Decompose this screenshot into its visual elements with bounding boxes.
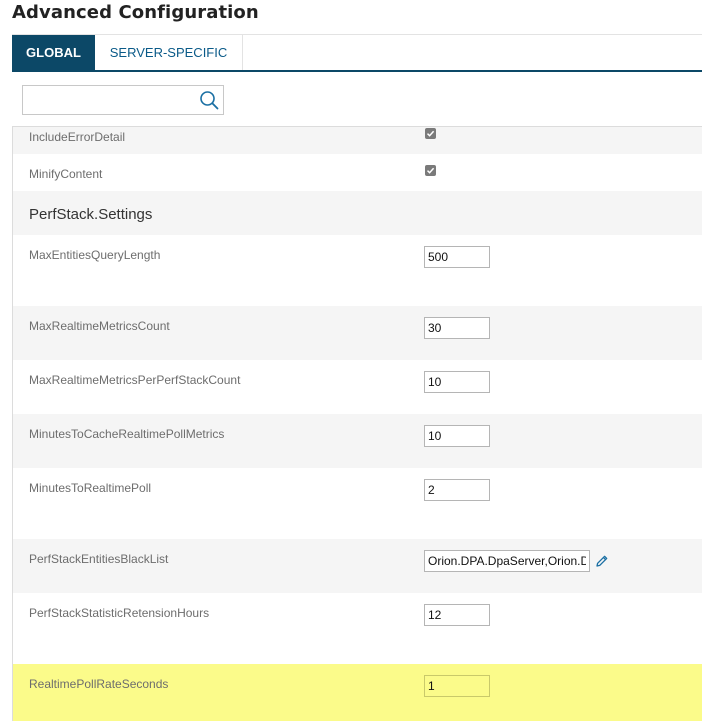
setting-row [13,235,702,306]
setting-label: MinutesToCacheRealtimePollMetrics [29,427,225,441]
page-title: Advanced Configuration [12,2,259,23]
perfstack-statistic-retension-hours-input[interactable] [424,604,490,626]
setting-label: MaxRealtimeMetricsPerPerfStackCount [29,373,241,387]
setting-row [13,306,702,360]
setting-label: RealtimePollRateSeconds [29,677,169,691]
check-icon [426,129,435,138]
setting-row [13,127,702,154]
setting-row [13,539,702,593]
minify-content-checkbox[interactable] [425,165,436,176]
setting-row [13,414,702,468]
max-realtime-metrics-count-input[interactable] [424,317,490,339]
tab-global[interactable]: GLOBAL [12,35,95,71]
tab-underline [12,70,702,72]
tab-server-specific[interactable]: SERVER-SPECIFIC [95,35,243,71]
tab-bar [12,34,702,70]
section-header [13,191,702,235]
search-input[interactable] [23,86,195,114]
search-box [22,85,224,115]
setting-row [13,360,702,414]
setting-row-highlighted [13,664,702,721]
max-realtime-metrics-per-perfstack-count-input[interactable] [424,371,490,393]
include-error-detail-checkbox[interactable] [425,128,436,139]
pencil-icon[interactable] [595,554,609,568]
setting-label: MaxEntitiesQueryLength [29,248,161,262]
setting-row [13,154,702,191]
search-icon[interactable] [199,90,219,110]
settings-list [12,126,702,721]
max-entities-query-length-input[interactable] [424,246,490,268]
setting-label: PerfStackStatisticRetensionHours [29,606,210,620]
setting-label: MinifyContent [29,167,103,181]
setting-label: MinutesToRealtimePoll [29,481,152,495]
realtime-poll-rate-seconds-input[interactable] [424,675,490,697]
setting-label: IncludeErrorDetail [29,130,126,144]
setting-row [13,468,702,539]
check-icon [426,166,435,175]
setting-label: MaxRealtimeMetricsCount [29,319,170,333]
setting-row [13,593,702,664]
section-title: PerfStack.Settings [29,206,153,223]
perfstack-entities-black-list-input[interactable] [424,550,590,572]
setting-label: PerfStackEntitiesBlackList [29,552,169,566]
minutes-to-cache-realtime-poll-metrics-input[interactable] [424,425,490,447]
minutes-to-realtime-poll-input[interactable] [424,479,490,501]
